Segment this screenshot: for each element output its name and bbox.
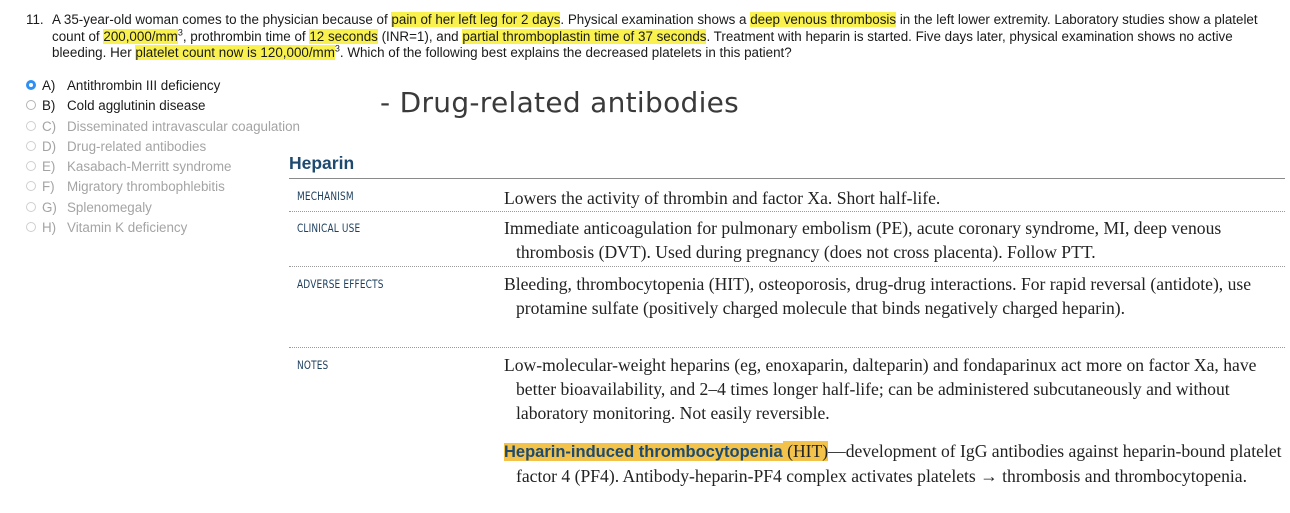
radio-button[interactable] [26,80,36,90]
question-phrase: . Which of the following best explains the decreased platelets in this patient? [339,45,792,60]
row-key: MECHANISM [297,189,354,203]
hit-abbr: (HIT) [787,441,829,461]
question-phrase: . Physical examination shows a [560,12,751,27]
option-letter: F) [42,179,55,195]
hit-paragraph [504,439,1290,488]
highlighted-phrase: pain of her left leg for 2 days [391,12,561,27]
radio-button[interactable] [26,181,36,191]
highlighted-phrase: partial thromboplastin time of 37 seconds [462,28,707,44]
option-letter: D) [42,138,57,154]
question-phrase: A 35-year-old woman comes to the physician because of [52,12,392,27]
option-label: Splenomegaly [67,199,152,215]
row-key: ADVERSE EFFECTS [297,277,384,291]
question-phrase: , prothrombin time of [182,28,310,44]
highlighted-phrase: deep venous thrombosis [750,12,897,27]
radio-button[interactable] [26,161,36,171]
row-value: Bleeding, thrombocytopenia (HIT), osteoporosis, drug-drug interactions. For rapid reversal (antidote), use protamine sulfate (positively charged molecule that binds negatively charged heparin). [504,274,1252,318]
row-value: Immediate anticoagulation for pulmonary embolism (PE), acute coronary syndrome, MI, deep venous thrombosis (DVT). Used during pregnancy (does not cross placenta). Follow PTT. [504,218,1222,262]
highlighted-phrase: platelet count now is 120,000/mm [135,45,335,60]
option-label: Cold agglutinin disease [67,98,206,114]
option-label: Drug-related antibodies [67,138,207,154]
hit-text: —development of IgG antibodies against heparin-bound platelet factor 4 (PF4). Antibody-heparin-PF4 complex activates platelets → thrombosis and thrombocytopenia. [516,441,1282,486]
highlighted-phrase: 12 seconds [309,28,378,44]
question-phrase: in the left lower extremity. Laboratory studies show a platelet count of [52,12,1258,44]
option-label: Vitamin K deficiency [67,220,188,236]
title-divider [289,178,1285,179]
hit-term: Heparin-induced thrombocytopenia [504,443,783,461]
option-label: Disseminated intravascular coagulation [67,118,300,134]
question-stem [26,12,1282,62]
option-letter: C) [42,118,57,134]
highlighted-phrase: 200,000/mm [103,28,178,44]
question-phrase: . Treatment with heparin is started. Five days later, physical examination shows no active bleeding. Her [52,28,1233,60]
card-title: Heparin [289,153,355,173]
option-letter: G) [42,199,57,215]
radio-button[interactable] [26,141,36,151]
question-phrase: (INR=1), and [377,28,463,44]
option-label: Migratory thrombophlebitis [67,179,225,195]
option-label: Kasabach-Merritt syndrome [67,159,232,175]
row-value: Low-molecular-weight heparins (eg, enoxaparin, dalteparin) and fondaparinux act more on factor Xa, have better bioavailability, and 2–4 times longer half-life; can be administered subcutaneously and without laboratory monitoring. Not easily reversible. [504,355,1257,423]
option-letter: A) [42,78,56,93]
row-divider [289,266,1285,267]
radio-button[interactable] [26,121,36,131]
row-divider [289,211,1285,212]
row-value: Lowers the activity of thrombin and factor Xa. Short half-life. [504,188,941,208]
row-divider [289,347,1285,348]
radio-button[interactable] [26,202,36,212]
answer-annotation: - Drug-related antibodies [380,86,740,119]
option-label: Antithrombin III deficiency [67,78,221,93]
superscript: 3 [334,43,340,54]
radio-button[interactable] [26,222,36,232]
option-letter: E) [42,159,56,175]
option-letter: H) [42,220,57,236]
row-key: NOTES [297,358,329,372]
option-letter: B) [42,98,56,114]
superscript: 3 [177,27,183,38]
radio-button[interactable] [26,100,36,110]
question-text [52,12,1282,62]
question-number: 11. [26,12,44,27]
row-key: CLINICAL USE [297,221,361,235]
